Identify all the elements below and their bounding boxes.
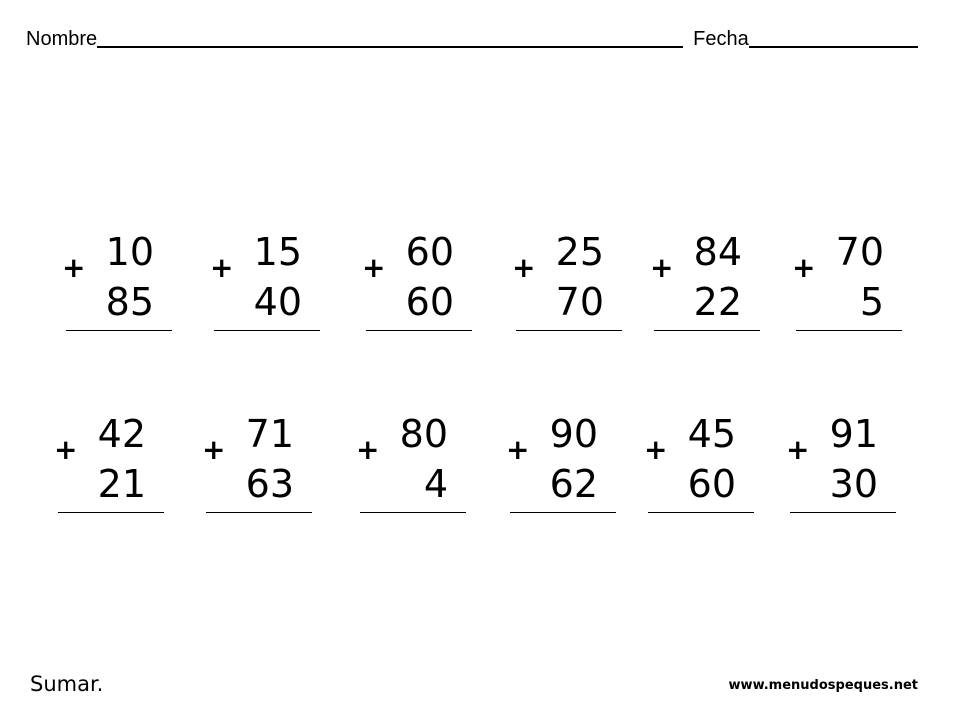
top-addend: 15 — [253, 230, 302, 274]
plus-sign: + — [210, 251, 234, 284]
top-addend: 25 — [555, 230, 604, 274]
addition-problem — [54, 414, 164, 524]
top-addend: 10 — [105, 230, 154, 274]
bottom-addend: 21 — [97, 462, 146, 506]
bottom-addend: 30 — [829, 462, 878, 506]
answer-line[interactable] — [206, 512, 312, 513]
addition-problem — [506, 414, 616, 524]
top-addend: 91 — [829, 412, 878, 456]
plus-sign: + — [506, 433, 530, 466]
plus-sign: + — [644, 433, 668, 466]
plus-sign: + — [786, 433, 810, 466]
date-label: Fecha — [693, 28, 749, 50]
top-addend: 71 — [245, 412, 294, 456]
addition-problem — [512, 232, 622, 342]
answer-line[interactable] — [66, 330, 172, 331]
instruction-text: Sumar. — [30, 672, 104, 696]
bottom-addend: 4 — [423, 462, 448, 506]
top-addend: 60 — [405, 230, 454, 274]
addition-problem — [62, 232, 172, 342]
bottom-addend: 70 — [555, 280, 604, 324]
top-addend: 80 — [399, 412, 448, 456]
plus-sign: + — [202, 433, 226, 466]
plus-sign: + — [512, 251, 536, 284]
addition-problem — [202, 414, 312, 524]
top-addend: 90 — [549, 412, 598, 456]
bottom-addend: 63 — [245, 462, 294, 506]
plus-sign: + — [650, 251, 674, 284]
answer-line[interactable] — [360, 512, 466, 513]
addition-problem — [650, 232, 760, 342]
bottom-addend: 62 — [549, 462, 598, 506]
answer-line[interactable] — [648, 512, 754, 513]
name-label: Nombre — [26, 28, 98, 50]
addition-problem — [644, 414, 754, 524]
top-addend: 70 — [835, 230, 884, 274]
answer-line[interactable] — [58, 512, 164, 513]
answer-line[interactable] — [510, 512, 616, 513]
answer-line[interactable] — [790, 512, 896, 513]
addition-problem — [210, 232, 320, 342]
website-credit: www.menudospeques.net — [728, 678, 918, 693]
addition-problem — [362, 232, 472, 342]
plus-sign: + — [62, 251, 86, 284]
answer-line[interactable] — [366, 330, 472, 331]
addition-problem — [356, 414, 466, 524]
plus-sign: + — [356, 433, 380, 466]
top-addend: 84 — [693, 230, 742, 274]
plus-sign: + — [362, 251, 386, 284]
answer-line[interactable] — [214, 330, 320, 331]
bottom-addend: 40 — [253, 280, 302, 324]
top-addend: 42 — [97, 412, 146, 456]
addition-problem — [792, 232, 902, 342]
answer-line[interactable] — [796, 330, 902, 331]
bottom-addend: 5 — [859, 280, 884, 324]
bottom-addend: 60 — [405, 280, 454, 324]
answer-line[interactable] — [516, 330, 622, 331]
plus-sign: + — [54, 433, 78, 466]
answer-line[interactable] — [654, 330, 760, 331]
plus-sign: + — [792, 251, 816, 284]
bottom-addend: 60 — [687, 462, 736, 506]
top-addend: 45 — [687, 412, 736, 456]
addition-problem — [786, 414, 896, 524]
bottom-addend: 22 — [693, 280, 742, 324]
bottom-addend: 85 — [105, 280, 154, 324]
